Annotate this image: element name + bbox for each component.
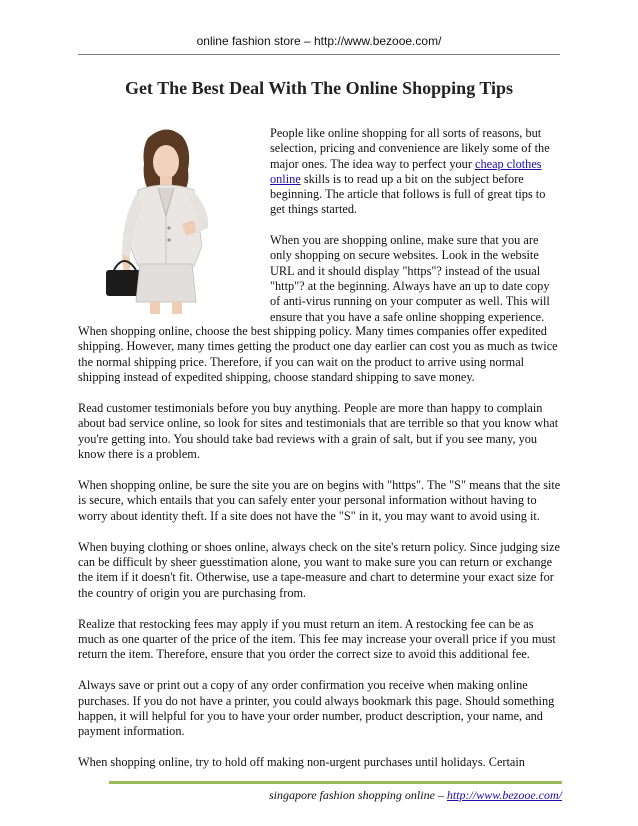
paragraph-testimonials: Read customer testimonials before you buy anything. People are more than happy to complain about bad service online, so look for sites and testimonials that are terrible so that you know what you're getting into. You should take bad reviews with a grain of salt, but if you see many, you know there is a problem. [78,401,559,462]
paragraph-shipping-policy: When shopping online, choose the best shipping policy. Many times companies offer expedited shipping. However, many times getting the product one day earlier can cost you as much as twice the normal shipping price. Therefore, if you can wait on the product to arrive using normal shipping instead of expedited shipping, choose standard shipping to save money. [78,324,558,385]
footer-url-link[interactable]: http://www.bezooe.com/ [446,788,562,802]
paragraph-https: When shopping online, be sure the site you are on begins with "https". The "S" means that the site is secure, which entails that you can safely enter your personal information without having to worry about identity theft. If a site does not have the "S" in it, you may want to avoid using it. [78,478,561,523]
paragraph-holidays: When shopping online, try to hold off making non-urgent purchases until holidays. Certain [78,755,525,770]
cheap-clothes-online-link[interactable]: cheap clothes online [270,156,542,186]
intro-paragraph-2: When you are shopping online, make sure that you are only shopping on secure websites. Look in the website URL and it should display "https"? instead of the usual "http"? at the beginning. Always have an up to date copy of anti-virus running on your computer as well. This will ensure that you have a safe online shopping experience. [270,233,550,324]
page-footer [0,788,562,803]
model-photo [78,124,263,314]
page-header [0,34,638,48]
paragraph-order-confirmation: Always save or print out a copy of any order confirmation you receive when making online purchases. If you do not have a printer, you could always bookmark this page. Should something happen, it will helpful for you to have your order number, product description, your name, and payment information. [78,678,555,739]
header-text: online fashion store – http://www.bezooe.com/ [196,34,442,48]
footer-text: singapore fashion shopping online – [269,788,447,802]
article-title: Get The Best Deal With The Online Shopping Tips [124,78,514,98]
paragraph-return-policy: When buying clothing or shoes online, always check on the site's return policy. Since judging size can be difficult by sheer guesstimation alone, you want to make sure you can return or exchange the item if it doesn't fit. Otherwise, use a tape-measure and chart to determine your exact size for the country of origin you are purchasing from. [78,539,560,600]
intro-p1-end: skills is to read up a bit on the subject before beginning. The article that follows is full of great tips to get things started. [270,171,546,217]
intro-paragraph-1 [270,126,562,218]
article-body [78,324,562,786]
header-divider [78,54,560,55]
intro-p1-start: People like online shopping for all sorts of reasons, but selection, pricing and convenience are likely some of the major ones. The idea way to perfect your [270,126,550,171]
paragraph-restocking-fees: Realize that restocking fees may apply if you must return an item. A restocking fee can be as much as one quarter of the price of the item. This fee may increase your overall price if you must return the item. Therefore, ensure that you order the correct size to avoid this additional fee. [78,616,556,662]
model-photo-illustration [78,124,263,314]
footer-divider [109,781,562,784]
intro-column [270,126,562,340]
